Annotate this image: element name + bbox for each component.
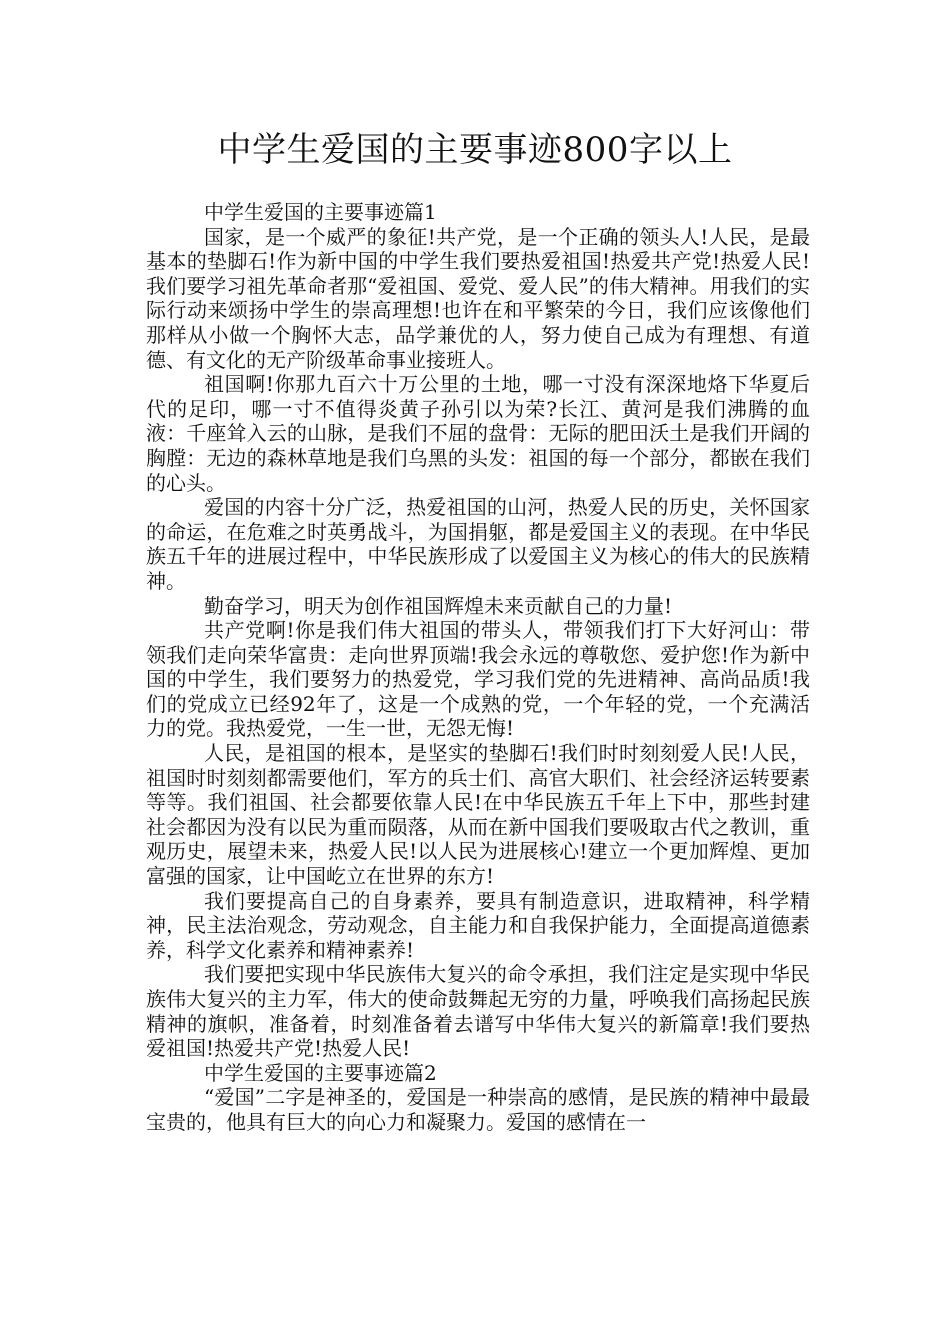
document-title: 中学生爱国的主要事迹800字以上 [217,130,733,170]
paragraph: 共产党啊!你是我们伟大祖国的带头人，带领我们打下大好河山：带领我们走向荣华富贵：走向世界顶端!我会永远的尊敬您、爱护您!作为新中国的中学生，我们要努力的热爱党，学习我们党的先进精神、高尚品质!我们的党成立已经92年了，这是一个成熟的党，一个年轻的党，一个充满活力的党。我热爱党，一生一世，无怨无悔! [146,618,810,741]
paragraph: 爱国的内容十分广泛，热爱祖国的山河，热爱人民的历史，关怀国家的命运，在危难之时英勇战斗，为国捐躯，都是爱国主义的表现。在中华民族五千年的进展过程中，中华民族形成了以爱国主义为核心的伟大的民族精神。 [146,495,810,593]
section-heading: 中学生爱国的主要事迹篇2 [204,1060,437,1085]
paragraph: 国家，是一个威严的象征!共产党，是一个正确的领头人!人民，是最基本的垫脚石!作为新中国的中学生我们要热爱祖国!热爱共产党!热爱人民!我们要学习祖先革命者那“爱祖国、爱党、爱人民”的伟大精神。用我们的实际行动来颂扬中学生的崇高理想!也许在和平繁荣的今日，我们应该像他们那样从小做一个胸怀大志，品学兼优的人，努力使自己成为有理想、有道德、有文化的无产阶级革命事业接班人。 [146,224,810,372]
document-body [146,200,810,1135]
paragraph: 勤奋学习，明天为创作祖国辉煌未来贡献自己的力量! [204,593,673,618]
paragraph: 我们要把实现中华民族伟大复兴的命令承担，我们注定是实现中华民族伟大复兴的主力军，伟大的使命鼓舞起无穷的力量，呼唤我们高扬起民族精神的旗帜，准备着，时刻准备着去谱写中华伟大复兴的新篇章!我们要热爱祖国!热爱共产党!热爱人民! [146,962,810,1061]
paragraph: 祖国啊!你那九百六十万公里的土地，哪一寸没有深深地烙下华夏后代的足印，哪一寸不值得炎黄子孙引以为荣?长江、黄河是我们沸腾的血液：千座耸入云的山脉，是我们不屈的盘骨：无际的肥田沃土是我们开阔的胸膛：无边的森林草地是我们乌黑的头发：祖国的每一个部分，都嵌在我们的心头。 [146,372,810,495]
paragraph: 我们要提高自己的自身素养，要具有制造意识，进取精神，科学精神，民主法治观念，劳动观念，自主能力和自我保护能力，全面提高道德素养，科学文化素养和精神素养! [146,888,810,962]
section-heading: 中学生爱国的主要事迹篇1 [204,200,437,224]
paragraph: 人民，是祖国的根本，是坚实的垫脚石!我们时时刻刻爱人民!人民，祖国时时刻刻都需要他们，军方的兵士们、高官大职们、社会经济运转要素等等。我们祖国、社会都要依靠人民!在中华民族五千年上下中，那些封建社会都因为没有以民为重而陨落，从而在新中国我们要吸取古代之教训，重观历史，展望未来，热爱人民!以人民为进展核心!建立一个更加辉煌、更加富强的国家，让中国屹立在世界的东方! [146,741,810,889]
paragraph: “爱国”二字是神圣的，爱国是一种崇高的感情，是民族的精神中最最宝贵的，他具有巨大的向心力和凝聚力。爱国的感情在一 [146,1085,810,1134]
